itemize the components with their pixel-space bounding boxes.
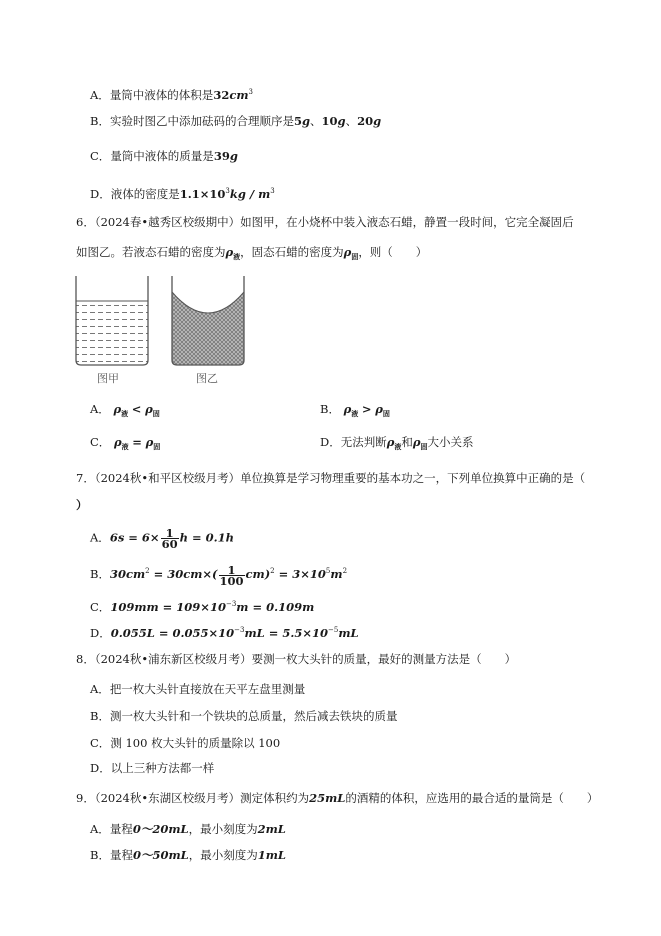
beaker-b	[172, 276, 244, 365]
q7-stem-close: ）	[76, 498, 88, 512]
q6-option-b	[320, 401, 390, 422]
q8-stem	[76, 651, 516, 667]
option-letter: A．	[90, 682, 110, 696]
question-source: （2024春•越秀区校级期中）	[94, 215, 241, 229]
rho-symbol: ρ	[343, 402, 352, 416]
equation-part: cm)	[245, 567, 271, 581]
q5-option-b	[90, 113, 381, 129]
question-stem: 如图甲，在小烧杯中装入液态石蜡，静置一段时间，它完全凝固后	[240, 215, 574, 229]
question-number: 6．	[76, 215, 95, 229]
q5-option-c	[90, 148, 238, 164]
question-stem: 单位换算是学习物理重要的基本功之一，下列单位换算中正确的是（	[240, 471, 586, 485]
q5-option-d	[90, 183, 275, 202]
subscript-solid: 固	[420, 442, 428, 451]
option-value: 39	[213, 149, 230, 163]
option-text: 和	[401, 435, 413, 449]
q9-option-a	[90, 821, 286, 837]
beaker-a	[76, 276, 148, 365]
option-letter: A．	[90, 402, 110, 416]
liquid-wax	[76, 301, 148, 365]
option-exponent: 3	[248, 88, 253, 96]
option-text: 以上三种方法都一样	[110, 761, 215, 775]
exponent: −3	[234, 626, 245, 634]
q5-option-a	[90, 84, 253, 103]
mass-1: 5	[293, 114, 302, 128]
fraction	[219, 562, 245, 588]
question-stem: 的酒精的体积，应选用的最合适的量筒是（ ）	[345, 791, 599, 805]
option-letter: B．	[90, 567, 110, 581]
figure-label-b: 图乙	[196, 372, 218, 385]
question-stem: 要测一枚大头针的质量，最好的测量方法是（ ）	[251, 652, 517, 666]
q8-option-d	[90, 760, 214, 776]
range-value: 0～20mL	[132, 822, 189, 836]
rho-symbol: ρ	[113, 402, 122, 416]
equation-part: = 30cm×(	[149, 567, 218, 581]
subscript-liquid: 液	[351, 409, 359, 418]
question-source: （2024秋•和平区校级月考）	[94, 471, 241, 485]
option-text: 量筒中液体的质量是	[110, 149, 214, 163]
subscript-liquid: 液	[121, 409, 129, 418]
option-exponent: 3	[225, 187, 230, 195]
exponent: −5	[328, 626, 339, 634]
unit-exponent: 3	[270, 187, 275, 195]
subscript-solid: 固	[382, 409, 390, 418]
q8-option-b	[90, 708, 397, 724]
rho-symbol: ρ	[225, 245, 234, 259]
option-letter: C．	[90, 600, 111, 614]
exponent: 2	[145, 567, 150, 575]
rho-symbol: ρ	[343, 245, 352, 259]
subscript-solid: 固	[153, 442, 161, 451]
subscript-solid: 固	[351, 252, 359, 261]
rho-symbol: ρ	[375, 402, 383, 416]
q6-stem-line-2	[76, 244, 427, 265]
unit-3: g	[373, 114, 382, 128]
fraction-denominator: 60	[161, 537, 178, 551]
division-value: 1mL	[257, 848, 286, 862]
equation-part: mL	[338, 626, 359, 640]
option-letter: D．	[90, 761, 111, 775]
option-text: 大小关系	[427, 435, 474, 449]
exponent: 2	[270, 567, 275, 575]
question-stem: ，固态石蜡的密度为	[240, 245, 344, 259]
q7-option-c	[90, 596, 314, 615]
rho-symbol: ρ	[145, 435, 154, 449]
unit-2: g	[337, 114, 346, 128]
option-unit: cm	[229, 88, 249, 102]
option-letter: D．	[320, 435, 341, 449]
option-text: 无法判断	[340, 435, 387, 449]
fraction-numerator: 1	[161, 528, 179, 539]
question-number: 7．	[76, 471, 95, 485]
exponent: 2	[342, 567, 348, 575]
option-letter: D．	[90, 187, 111, 201]
q7-option-a	[90, 528, 234, 549]
option-text: 量程	[109, 822, 133, 836]
option-letter: B．	[90, 114, 110, 128]
equation-part: h = 0.1h	[179, 530, 234, 545]
comparison-operator: <	[131, 402, 142, 416]
q7-option-d	[90, 622, 359, 641]
q6-option-d	[320, 434, 474, 455]
exponent: 5	[325, 567, 331, 575]
equation-part: 109mm = 109×10	[110, 600, 226, 614]
mass-3: 20	[357, 114, 374, 128]
equation-part: 6s = 6×	[109, 530, 160, 545]
beakers-figure	[74, 274, 254, 389]
rho-symbol: ρ	[145, 402, 153, 416]
q6-option-c	[90, 434, 160, 455]
equation-unit: m	[330, 567, 343, 581]
option-unit: kg / m	[229, 187, 271, 201]
equation-part: = 3×10	[274, 567, 326, 581]
option-letter: D．	[90, 626, 111, 640]
option-text: 液体的密度是	[110, 187, 180, 201]
option-unit: g	[229, 149, 238, 163]
fraction	[161, 528, 179, 549]
separator: 、	[310, 114, 322, 128]
option-letter: B．	[90, 848, 110, 862]
fraction-denominator: 100	[219, 573, 244, 588]
q8-option-c	[90, 735, 280, 751]
q9-stem	[76, 790, 598, 806]
option-text: 量筒中液体的体积是	[109, 88, 214, 102]
q7-stem	[76, 470, 585, 486]
question-source: （2024秋•浦东新区校级月考）	[94, 652, 252, 666]
subscript-liquid: 液	[233, 252, 241, 261]
figure-label-a: 图甲	[97, 372, 119, 385]
question-stem: ，则（ ）	[358, 245, 428, 259]
q9-option-b	[90, 847, 286, 863]
equation-part: 30cm	[109, 567, 146, 581]
option-letter: A．	[90, 88, 110, 102]
option-text: 把一枚大头针直接放在天平左盘里测量	[109, 682, 306, 696]
q8-option-a	[90, 681, 305, 697]
question-stem: 测定体积约为	[240, 791, 310, 805]
option-letter: B．	[320, 402, 340, 416]
option-letter: C．	[90, 736, 111, 750]
q6-stem-line-1	[76, 214, 574, 230]
option-letter: C．	[90, 435, 111, 449]
fraction-numerator: 1	[219, 565, 245, 576]
option-text: 量程	[109, 848, 133, 862]
equation-part: 0.055L = 0.055×10	[110, 626, 235, 640]
option-letter: B．	[90, 709, 110, 723]
unit-1: g	[301, 114, 311, 128]
division-value: 2mL	[257, 822, 286, 836]
range-value: 0～50mL	[132, 848, 189, 862]
subscript-solid: 固	[152, 409, 160, 418]
volume-value: 25mL	[309, 791, 346, 805]
option-text: ，最小刻度为	[188, 822, 258, 836]
exponent: −3	[225, 600, 237, 608]
q7-option-b	[90, 563, 347, 586]
q6-option-a	[90, 401, 160, 422]
option-letter: C．	[90, 149, 111, 163]
comparison-operator: =	[132, 435, 142, 449]
rho-symbol: ρ	[113, 435, 122, 449]
comparison-operator: >	[361, 402, 372, 416]
option-text: 实验时图乙中添加砝码的合理顺序是	[109, 114, 294, 128]
equation-part: m = 0.109m	[236, 600, 315, 614]
option-value: 32	[213, 88, 230, 102]
question-number: 9．	[76, 791, 95, 805]
subscript-liquid: 液	[394, 442, 402, 451]
question-number: 8．	[76, 652, 95, 666]
option-value: 1.1×10	[179, 187, 226, 201]
equation-part: mL = 5.5×10	[244, 626, 328, 640]
option-text: ，最小刻度为	[188, 848, 258, 862]
option-text: 测一枚大头针和一个铁块的总质量，然后减去铁块的质量	[109, 709, 398, 723]
mass-2: 10	[321, 114, 338, 128]
separator: 、	[345, 114, 358, 128]
rho-symbol: ρ	[412, 435, 421, 449]
question-source: （2024秋•东湖区校级月考）	[94, 791, 241, 805]
subscript-liquid: 液	[121, 442, 129, 451]
question-stem: 如图乙。若液态石蜡的密度为	[76, 245, 226, 259]
option-letter: A．	[90, 530, 110, 545]
option-letter: A．	[90, 822, 110, 836]
option-text: 测 100 枚大头针的质量除以 100	[110, 736, 281, 750]
rho-symbol: ρ	[386, 435, 395, 449]
